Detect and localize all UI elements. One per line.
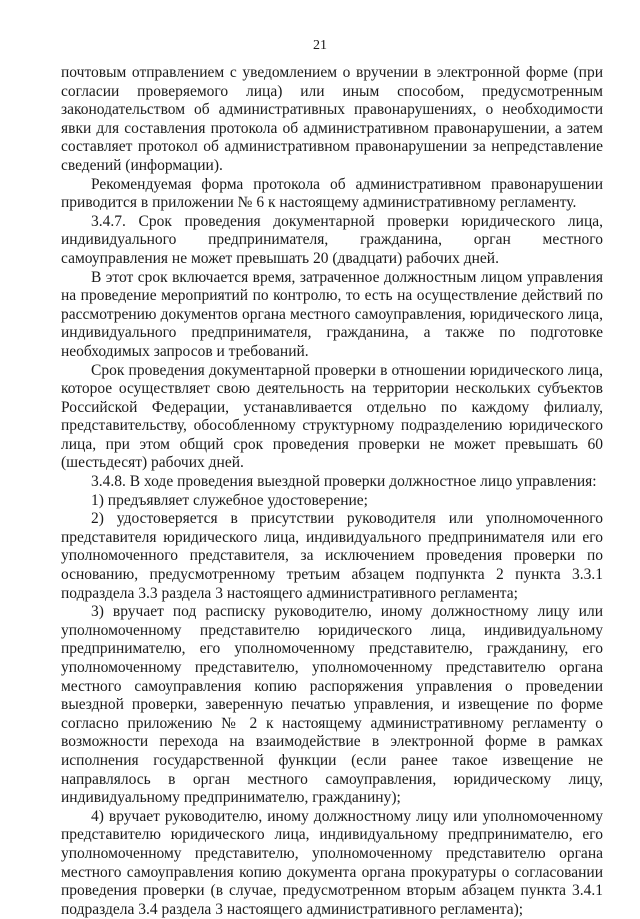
- paragraph-p6: [61, 473, 603, 492]
- text-line: Рекомендуемая форма протокола об административном правонарушении: [91, 175, 603, 193]
- text-line: (шестьдесят) рабочих дней.: [61, 454, 244, 472]
- paragraph-p7: [61, 492, 603, 511]
- text-line: представительству, обособленному структурному подразделению юридического: [61, 417, 603, 435]
- text-line: 1) предъявляет служебное удостоверение;: [91, 491, 368, 509]
- paragraph-p3: [61, 213, 603, 269]
- text-line: составляет протокол об административном правонарушении за непредставление: [61, 138, 603, 156]
- text-line: уполномоченному представителю, уполномоченному представителю органа: [61, 659, 603, 676]
- paragraph-p2: [61, 176, 603, 213]
- text-line: возможности перехода на взаимодействие в электронной форме в рамках: [61, 733, 603, 751]
- paragraph-p8: [61, 510, 603, 603]
- text-line: исполнения государственной функции (если ранее такое извещение не: [61, 751, 603, 769]
- text-line: индивидуального предпринимателя, гражданина, орган местного: [61, 231, 603, 249]
- text-line: 3.4.7. Срок проведения документарной проверки юридического лица,: [91, 212, 603, 230]
- paragraph-p10: [61, 808, 603, 919]
- document-body: [61, 64, 603, 919]
- text-line: подраздела 3.3 раздела 3 настоящего административного регламента;: [61, 584, 518, 602]
- text-line: уполномоченного представителя, за исключением проведения проверки по: [61, 547, 603, 565]
- text-line: 4) вручает руководителю, иному должностному лицу или уполномоченному: [91, 807, 603, 825]
- text-line: почтовым отправлением с уведомлением о вручении в электронной форме (при: [61, 64, 603, 81]
- text-line: В этот срок включается время, затраченное должностным лицом управления: [91, 268, 603, 286]
- text-line: проведения проверки (в случае, предусмотренном вторым абзацем пункта 3.4.1: [61, 882, 603, 900]
- text-line: подраздела 3.4 раздела 3 настоящего административного регламента);: [61, 900, 524, 918]
- text-line: явки для составления протокола об административном правонарушении, а затем: [61, 119, 603, 137]
- text-line: представителю юридического лица, индивидуальному предпринимателю, его: [61, 826, 603, 844]
- text-line: 3) вручает под расписку руководителю, иному должностному лицу или: [91, 603, 603, 621]
- text-line: которое осуществляет свою деятельность на территории нескольких субъектов: [61, 380, 603, 398]
- text-line: согласии проверяемого лица) или иным способом, предусмотренным: [61, 82, 603, 100]
- text-line: Российской Федерации, устанавливается отдельно по каждому филиалу,: [61, 398, 603, 416]
- text-line: необходимых запросов и требований.: [61, 342, 309, 360]
- text-line: самоуправления не может превышать 20 (двадцати) рабочих дней.: [61, 249, 499, 267]
- text-line: рассмотрению документов органа местного самоуправления, юридического лица,: [61, 305, 603, 323]
- paragraph-p1: [61, 64, 603, 176]
- text-line: 2) удостоверяется в присутствии руководителя или уполномоченного: [91, 510, 603, 528]
- text-line: предпринимателю, его уполномоченному представителю, гражданину, его: [61, 640, 603, 658]
- page-number: 21: [313, 38, 327, 53]
- text-line: индивидуального предпринимателя, гражданина, а также по подготовке: [61, 324, 603, 342]
- text-line: 3.4.8. В ходе проведения выездной проверки должностное лицо управления:: [91, 473, 597, 491]
- text-line: на проведение мероприятий по контролю, то есть на осуществление действий по: [61, 287, 603, 305]
- text-line: законодательством об административных правонарушениях, о необходимости: [61, 101, 603, 119]
- text-line: Срок проведения документарной проверки в отношении юридического лица,: [91, 361, 603, 379]
- text-line: индивидуальному предпринимателю, гражданину);: [61, 789, 401, 807]
- text-line: выездной проверки, заверенную печатью управления, и извещение по форме: [61, 696, 603, 714]
- text-line: приводится в приложении № 6 к настоящему административному регламенту.: [61, 194, 577, 212]
- text-line: согласно приложению № 2 к настоящему административному регламенту о: [61, 714, 603, 732]
- text-line: уполномоченному представителю юридического лица, индивидуальному: [61, 621, 603, 639]
- paragraph-p9: [61, 603, 603, 808]
- text-line: местного самоуправления копию распоряжения управления о проведении: [61, 677, 603, 695]
- text-line: сведений (информации).: [61, 156, 223, 174]
- text-line: лица, при этом общий срок проведения проверки не может превышать 60: [61, 435, 603, 453]
- text-line: уполномоченному представителю, уполномоченному представителю органа: [61, 844, 603, 862]
- paragraph-p4: [61, 269, 603, 362]
- text-line: представителя юридического лица, индивидуального предпринимателя или его: [61, 528, 603, 546]
- paragraph-p5: [61, 362, 603, 474]
- text-line: направлялось в орган местного самоуправления, юридическому лицу,: [61, 770, 603, 788]
- text-line: основанию, предусмотренному третьим абзацем подпункта 2 пункта 3.3.1: [61, 566, 603, 584]
- text-line: местного самоуправления копию документа органа прокуратуры о согласовании: [61, 863, 603, 881]
